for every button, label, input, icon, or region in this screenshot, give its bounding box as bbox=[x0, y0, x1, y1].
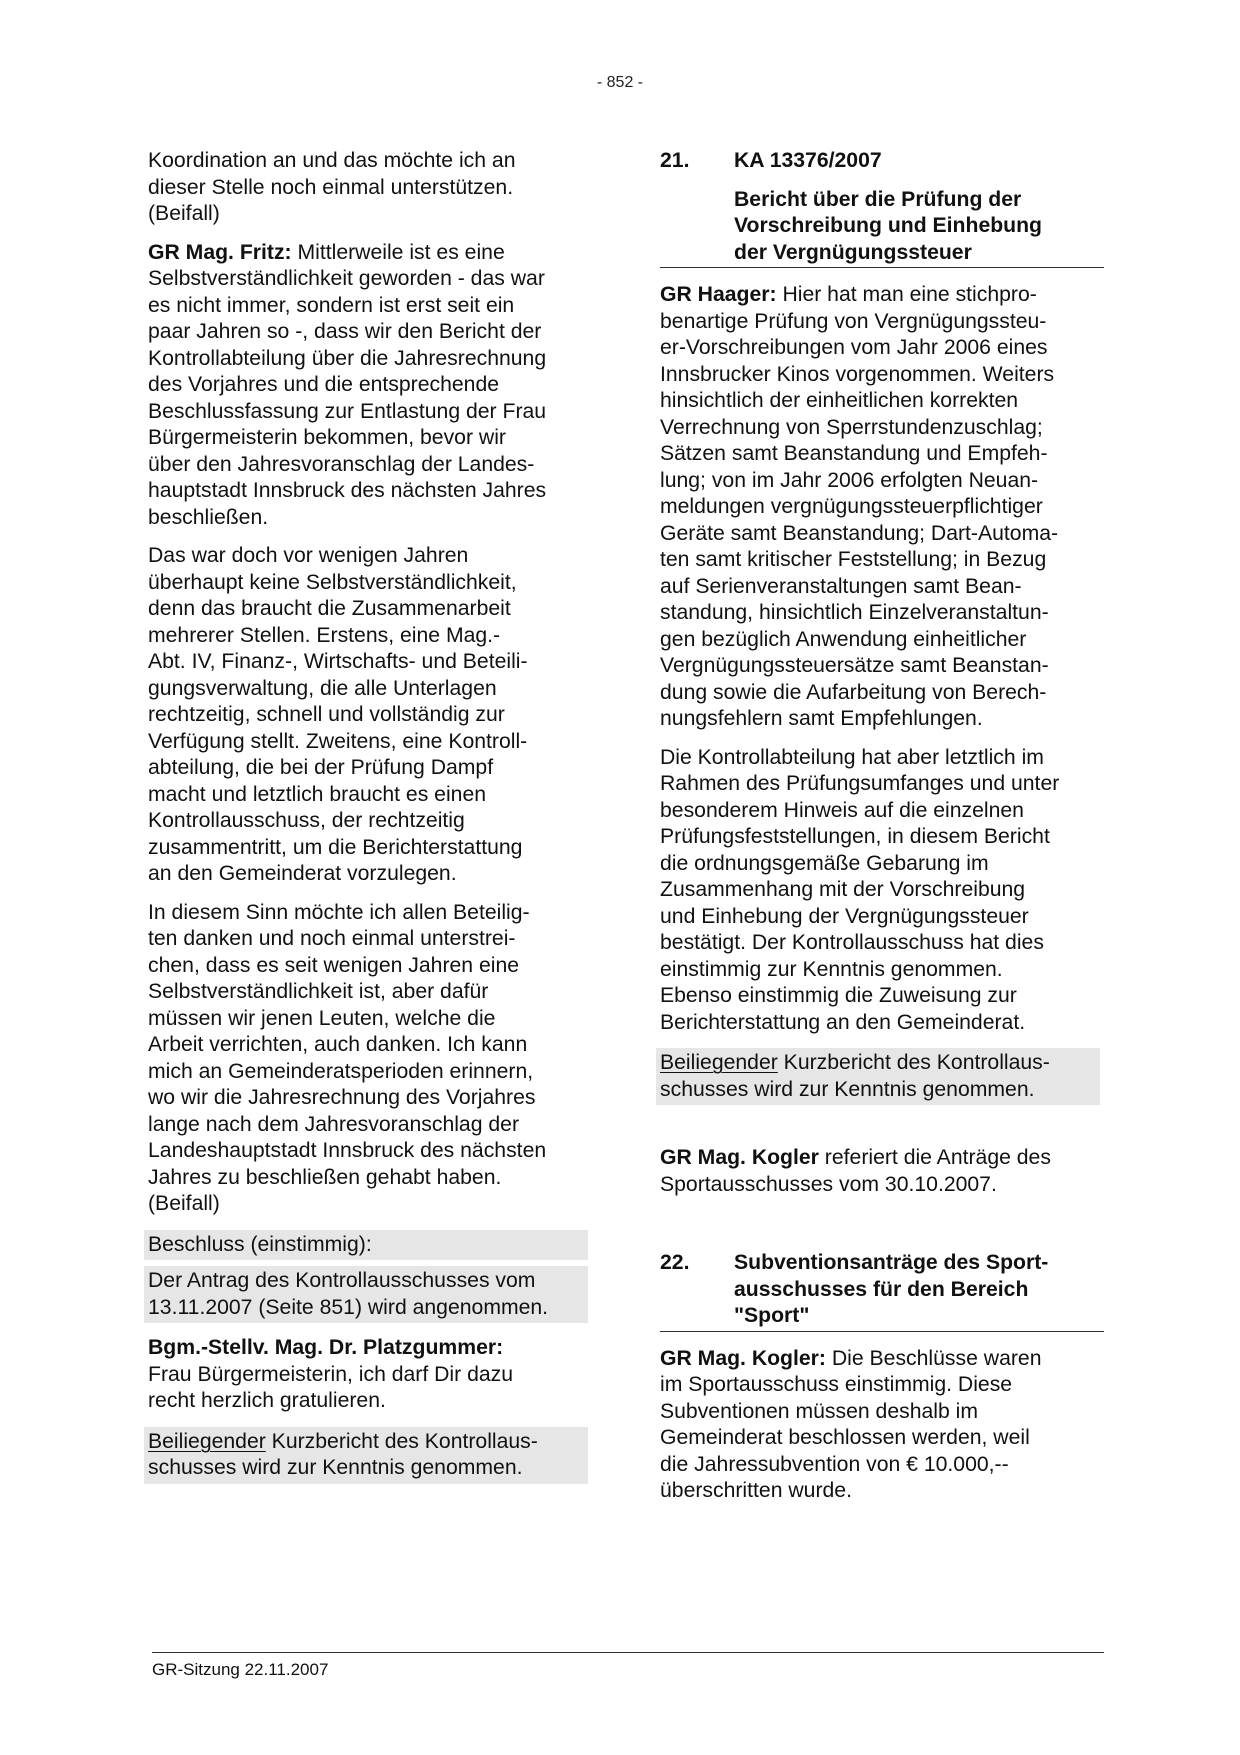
text-line: GR Haager: Hier hat man eine stichpro- bbox=[660, 283, 1037, 306]
text-line: Landeshauptstadt Innsbruck des nächsten bbox=[148, 1139, 547, 1162]
agenda-number: 22. bbox=[660, 1251, 690, 1274]
report-note: Beiliegender Kurzbericht des Kontrollaus- schusses wird zur Kenntnis genommen. bbox=[656, 1048, 1100, 1105]
text-line: Prüfungsfeststellungen, in diesem Bericht bbox=[660, 825, 1050, 848]
paragraph-kogler bbox=[660, 1346, 1104, 1505]
page-number: - 852 - bbox=[596, 74, 644, 91]
text-line: benartige Prüfung von Vergnügungssteu- bbox=[660, 309, 1047, 333]
text-line: GR Mag. Kogler: Die Beschlüsse waren bbox=[660, 1346, 1042, 1370]
text-line: Kontrollabteilung über die Jahresrechnung bbox=[148, 346, 547, 370]
text-line: Verfügung stellt. Zweitens, eine Kontroll- bbox=[148, 729, 528, 753]
text-line: bestätigt. Der Kontrollausschuss hat dies bbox=[660, 931, 1044, 954]
text-line: Rahmen des Prüfungsumfanges und unter bbox=[660, 772, 1060, 795]
text-line: lung; von im Jahr 2006 erfolgten Neuan- bbox=[660, 468, 1039, 492]
text-line: Vergnügungssteuersätze samt Beanstan- bbox=[660, 654, 1049, 677]
speaker-name: GR Mag. Kogler bbox=[660, 1146, 819, 1169]
text-line: Jahres zu beschließen gehabt haben. bbox=[148, 1165, 502, 1189]
text-line: recht herzlich gratulieren. bbox=[148, 1389, 386, 1412]
text-line: denn das braucht die Zusammenarbeit bbox=[148, 597, 511, 620]
text-line: und Einhebung der Vergnügungssteuer bbox=[660, 904, 1029, 928]
text-line: Sätzen samt Beanstandung und Empfeh- bbox=[660, 442, 1048, 465]
text-line: Selbstverständlichkeit geworden - das war bbox=[148, 267, 545, 290]
text-line: hinsichtlich der einheitlichen korrekten bbox=[660, 389, 1019, 412]
text-line: Beschlussfassung zur Entlastung der Frau bbox=[148, 399, 547, 423]
text-line: Ebenso einstimmig die Zuweisung zur bbox=[660, 984, 1017, 1007]
text-line: Die Kontrollabteilung hat aber letztlich im bbox=[660, 745, 1044, 769]
speaker-name: Bgm.-Stellv. Mag. Dr. Platzgummer: bbox=[148, 1336, 504, 1359]
text-line: des Vorjahres und die entsprechende bbox=[148, 373, 500, 396]
text-line: dung sowie die Aufarbeitung von Berech- bbox=[660, 680, 1047, 704]
text-line: Subventionen müssen deshalb im bbox=[660, 1399, 979, 1423]
text-line: Das war doch vor wenigen Jahren bbox=[148, 544, 469, 567]
paragraph-fritz bbox=[148, 240, 588, 532]
text-line: hauptstadt Innsbruck des nächsten Jahres bbox=[148, 479, 547, 502]
text-line: Geräte samt Beanstandung; Dart-Automa- bbox=[660, 521, 1059, 545]
text-line: Koordination an und das möchte ich an bbox=[148, 149, 516, 172]
text-line: (Beifall) bbox=[148, 202, 220, 225]
text-line: macht und letztlich braucht es einen bbox=[148, 782, 487, 806]
text-line: standung, hinsichtlich Einzelveranstaltun- bbox=[660, 601, 1049, 624]
text-line: er-Vorschreibungen vom Jahr 2006 eines bbox=[660, 336, 1048, 359]
text-line: überhaupt keine Selbstverständlichkeit, bbox=[148, 570, 517, 594]
text-line: über den Jahresvoranschlag der Landes- bbox=[148, 452, 535, 476]
paragraph bbox=[148, 543, 588, 888]
agenda-item-21 bbox=[660, 148, 1104, 268]
paragraph bbox=[148, 148, 588, 228]
speaker-name: GR Mag. Fritz: bbox=[148, 240, 292, 264]
text-line: chen, dass es seit wenigen Jahren eine bbox=[148, 953, 520, 977]
text-line: Berichterstattung an den Gemeinderat. bbox=[660, 1010, 1026, 1034]
resolution-text: Der Antrag des Kontrollausschusses vom 13.11.2007 (Seite 851) wird angenommen. bbox=[144, 1266, 588, 1323]
text-line: im Sportausschuss einstimmig. Diese bbox=[660, 1373, 1013, 1396]
agenda-number: 21. bbox=[660, 149, 690, 172]
text-line: GR Mag. Fritz: Mittlerweile ist es eine bbox=[148, 240, 505, 264]
text-line: abteilung, die bei der Prüfung Dampf bbox=[148, 756, 494, 779]
left-column bbox=[148, 148, 588, 1484]
text-line: lange nach dem Jahresvoranschlag der bbox=[148, 1112, 520, 1136]
text-line: Arbeit verrichten, auch danken. Ich kann bbox=[148, 1033, 528, 1056]
text-line: auf Serienveranstaltungen samt Bean- bbox=[660, 574, 1022, 598]
text-line: ten danken und noch einmal unterstrei- bbox=[148, 927, 516, 950]
text-line: Gemeinderat beschlossen werden, weil bbox=[660, 1426, 1030, 1449]
agenda-reference: KA 13376/2007 bbox=[734, 149, 882, 172]
text-line: überschritten wurde. bbox=[660, 1479, 852, 1502]
text-line: Frau Bürgermeisterin, ich darf Dir dazu bbox=[148, 1362, 514, 1386]
text-line: Kontrollausschuss, der rechtzeitig bbox=[148, 809, 465, 832]
paragraph bbox=[660, 745, 1104, 1037]
paragraph-platzgummer bbox=[148, 1335, 588, 1415]
footer-session-date: GR-Sitzung 22.11.2007 bbox=[152, 1660, 329, 1679]
text-line: ten samt kritischer Feststellung; in Bezug bbox=[660, 548, 1047, 571]
agenda-title: Subventionsanträge des Sport- ausschusses für den Bereich "Sport" bbox=[734, 1251, 1049, 1327]
speaker-name: GR Haager: bbox=[660, 283, 777, 306]
text-line: Abt. IV, Finanz-, Wirtschafts- und Beteili- bbox=[148, 650, 528, 673]
paragraph-kogler-intro bbox=[660, 1145, 1104, 1198]
paragraph bbox=[148, 900, 588, 1218]
text-line: Bürgermeisterin bekommen, bevor wir bbox=[148, 426, 506, 449]
text-line: zusammentritt, um die Berichterstattung bbox=[148, 835, 523, 859]
text-line: die Jahressubvention von € 10.000,-- bbox=[660, 1452, 1009, 1476]
agenda-title: Bericht über die Prüfung der Vorschreibung und Einhebung der Vergnügungssteuer bbox=[734, 187, 1042, 264]
text-line: mehrerer Stellen. Erstens, eine Mag.- bbox=[148, 623, 501, 647]
resolution-title: Beschluss (einstimmig): bbox=[144, 1230, 588, 1261]
text-line: nungsfehlern samt Empfehlungen. bbox=[660, 707, 983, 730]
text-line: wo wir die Jahresrechnung des Vorjahres bbox=[148, 1086, 536, 1109]
speaker-name: GR Mag. Kogler: bbox=[660, 1346, 826, 1370]
text-line: gungsverwaltung, die alle Unterlagen bbox=[148, 676, 497, 700]
text-line: müssen wir jenen Leuten, welche die bbox=[148, 1006, 496, 1030]
text-line: besonderem Hinweis auf die einzelnen bbox=[660, 798, 1024, 822]
text-line: In diesem Sinn möchte ich allen Beteilig- bbox=[148, 900, 530, 924]
text-line: an den Gemeinderat vorzulegen. bbox=[148, 862, 457, 885]
text-line: mich an Gemeinderatsperioden erinnern, bbox=[148, 1059, 534, 1083]
text-line: beschließen. bbox=[148, 505, 269, 529]
text-line: paar Jahren so -, dass wir den Bericht der bbox=[148, 320, 542, 343]
text-line: die ordnungsgemäße Gebarung im bbox=[660, 851, 989, 875]
text-line: Zusammenhang mit der Vorschreibung bbox=[660, 878, 1026, 901]
text-line: gen bezüglich Anwendung einheitlicher bbox=[660, 627, 1027, 651]
right-column bbox=[660, 148, 1104, 1517]
text-line: rechtzeitig, schnell und vollständig zur bbox=[148, 703, 505, 726]
text-line: GR Mag. Kogler referiert die Anträge des bbox=[660, 1146, 1051, 1169]
agenda-item-22 bbox=[660, 1250, 1104, 1332]
text-line: dieser Stelle noch einmal unterstützen. bbox=[148, 175, 514, 199]
footer-divider bbox=[152, 1652, 1104, 1653]
report-note: Beiliegender Kurzbericht des Kontrollaus- schusses wird zur Kenntnis genommen. bbox=[144, 1427, 588, 1484]
text-line: es nicht immer, sondern ist erst seit ein bbox=[148, 293, 515, 317]
text-line: einstimmig zur Kenntnis genommen. bbox=[660, 957, 1003, 981]
text-line: Verrechnung von Sperrstundenzuschlag; bbox=[660, 415, 1043, 439]
text-line: Selbstverständlichkeit ist, aber dafür bbox=[148, 980, 489, 1003]
paragraph-haager bbox=[660, 282, 1104, 733]
text-line: meldungen vergnügungssteuerpflichtiger bbox=[660, 495, 1043, 518]
text-line: Sportausschusses vom 30.10.2007. bbox=[660, 1172, 997, 1196]
text-line: Innsbrucker Kinos vorgenommen. Weiters bbox=[660, 362, 1055, 386]
text-line: (Beifall) bbox=[148, 1192, 220, 1215]
